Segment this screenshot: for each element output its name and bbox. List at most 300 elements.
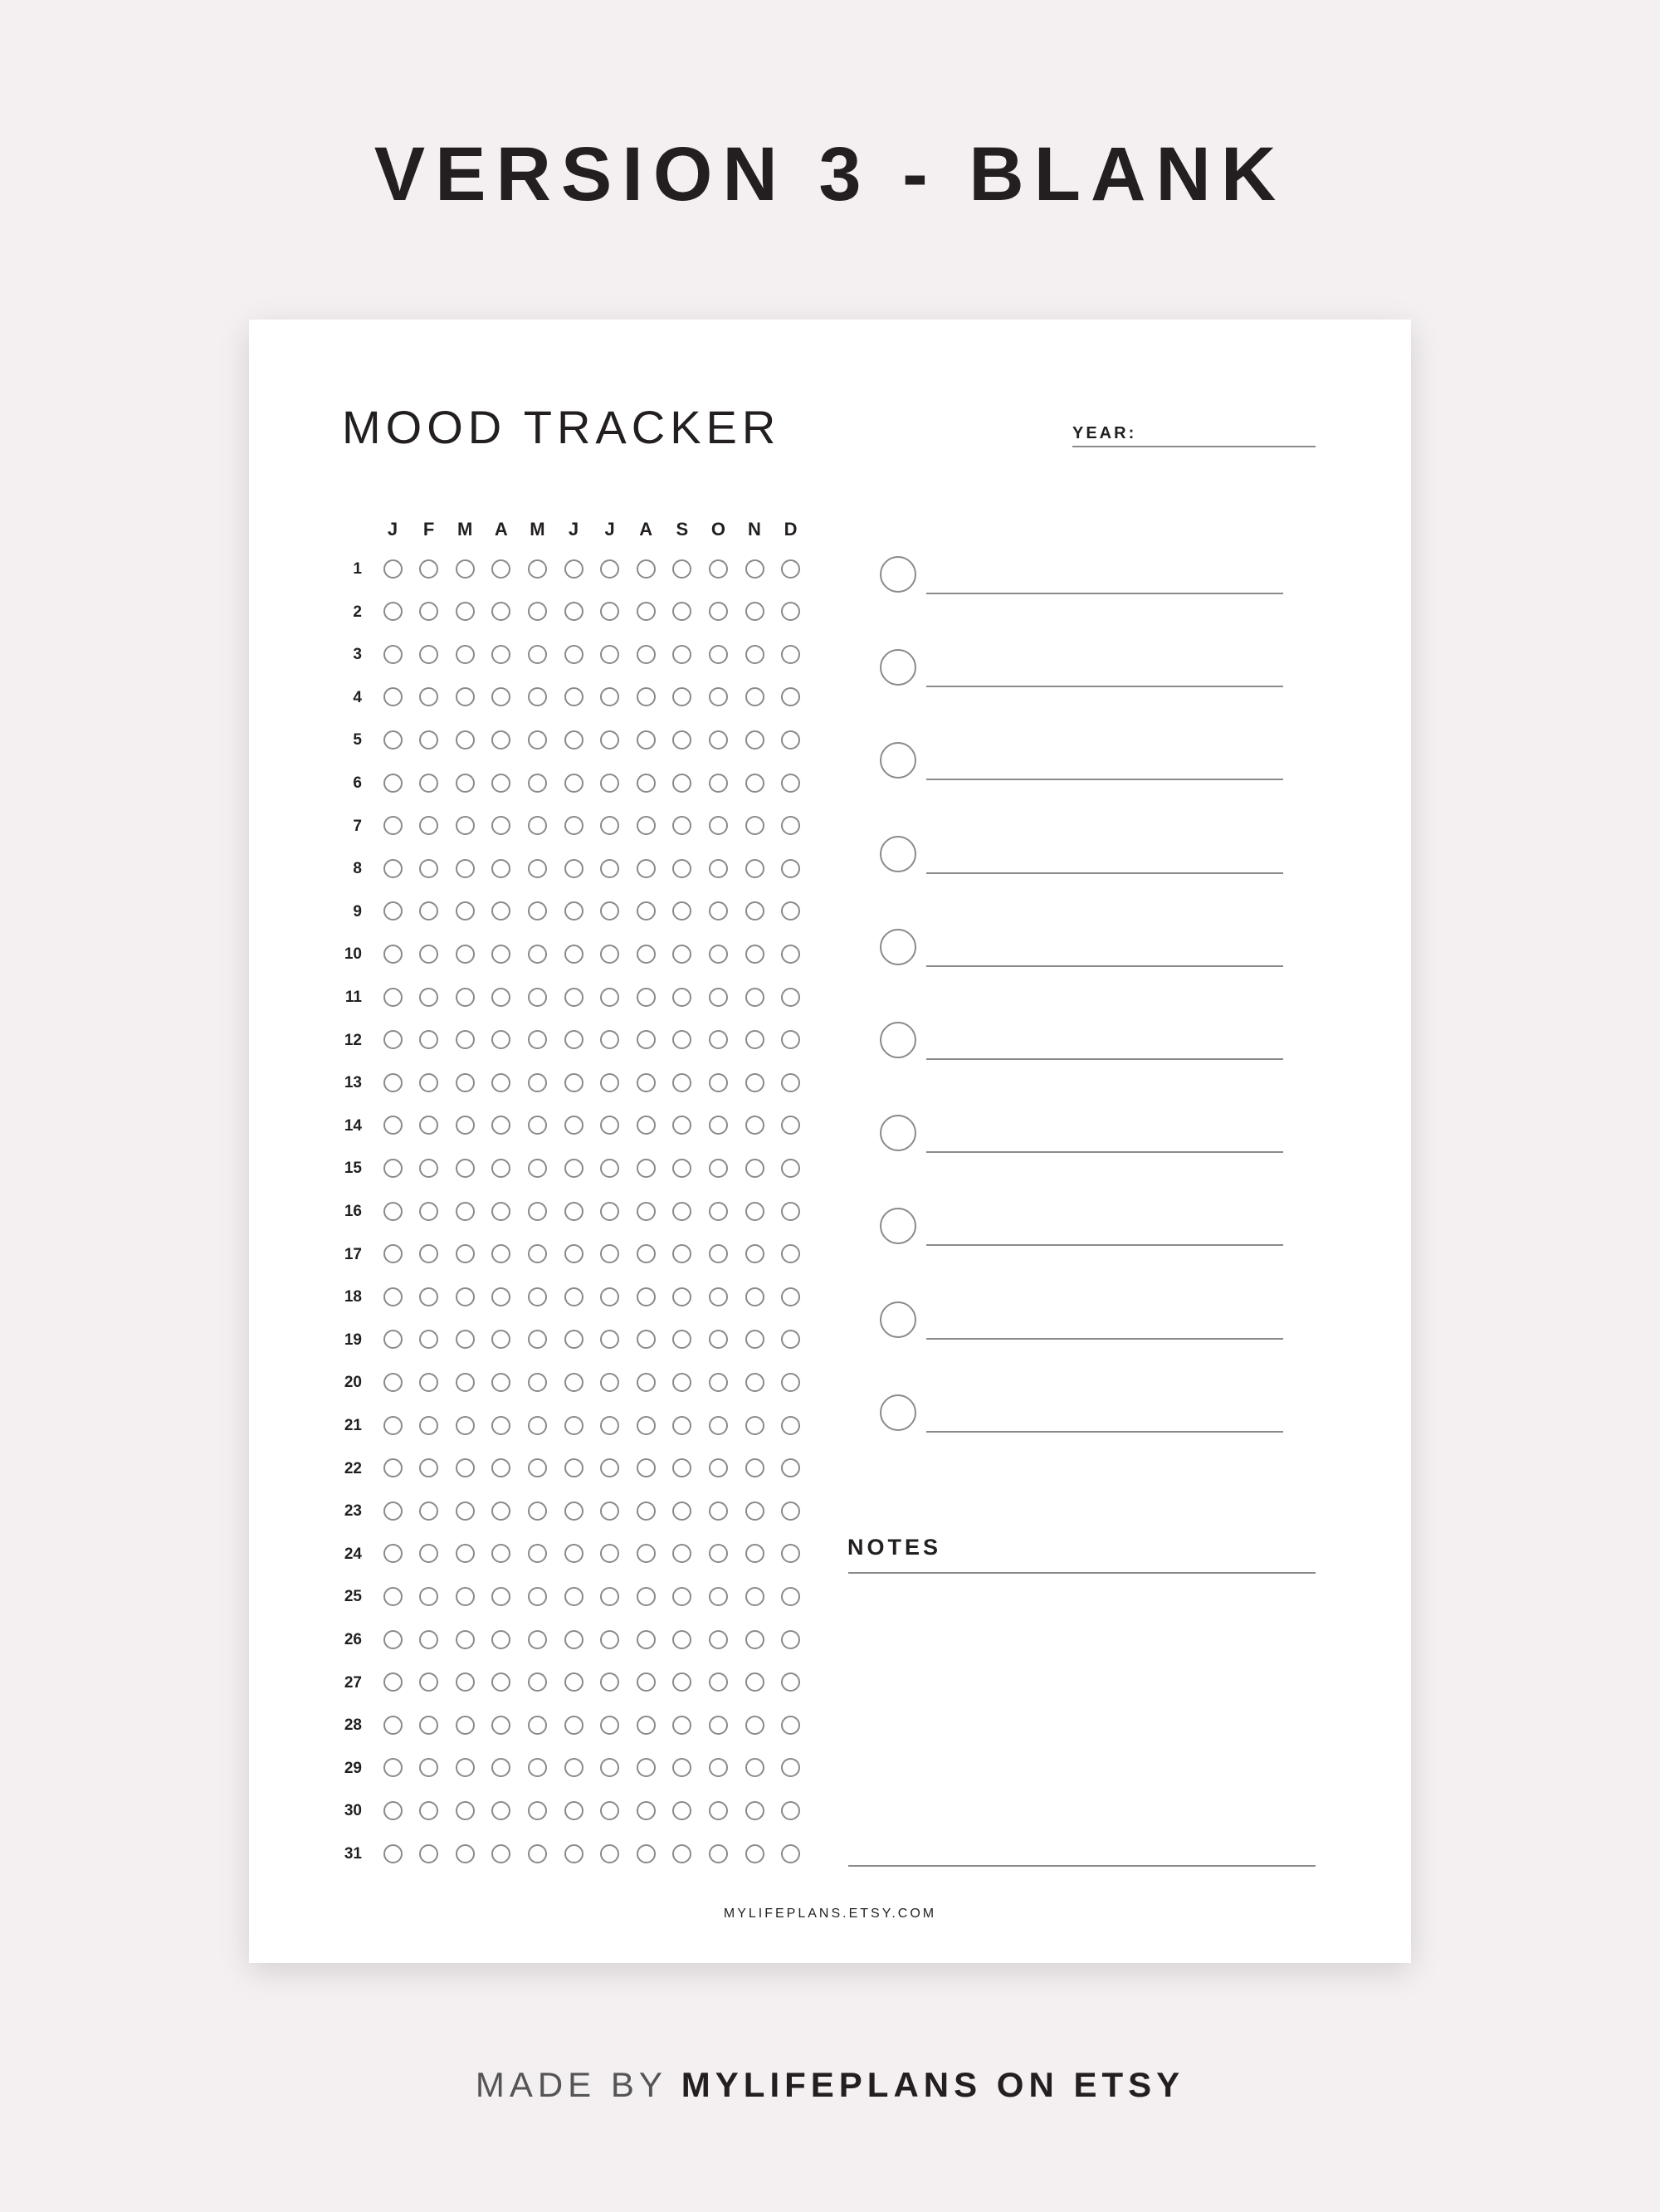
mood-cell[interactable] bbox=[564, 1159, 583, 1178]
mood-cell[interactable] bbox=[637, 1416, 656, 1435]
mood-cell[interactable] bbox=[383, 1630, 403, 1649]
mood-cell[interactable] bbox=[637, 1116, 656, 1135]
mood-cell[interactable] bbox=[745, 1159, 764, 1178]
mood-cell[interactable] bbox=[383, 945, 403, 964]
legend-color-circle[interactable] bbox=[880, 1115, 916, 1151]
mood-cell[interactable] bbox=[745, 1544, 764, 1563]
mood-cell[interactable] bbox=[419, 1030, 438, 1049]
mood-cell[interactable] bbox=[528, 1244, 547, 1263]
mood-cell[interactable] bbox=[745, 1458, 764, 1477]
mood-cell[interactable] bbox=[672, 1801, 691, 1820]
mood-cell[interactable] bbox=[528, 1801, 547, 1820]
mood-cell[interactable] bbox=[745, 945, 764, 964]
mood-cell[interactable] bbox=[491, 945, 510, 964]
mood-cell[interactable] bbox=[709, 1073, 728, 1092]
mood-cell[interactable] bbox=[709, 1458, 728, 1477]
mood-cell[interactable] bbox=[637, 1073, 656, 1092]
mood-cell[interactable] bbox=[745, 730, 764, 750]
mood-cell[interactable] bbox=[564, 559, 583, 579]
legend-label-line[interactable] bbox=[926, 1058, 1283, 1060]
legend-label-line[interactable] bbox=[926, 1244, 1283, 1246]
mood-cell[interactable] bbox=[419, 1758, 438, 1777]
mood-cell[interactable] bbox=[491, 1844, 510, 1863]
mood-cell[interactable] bbox=[419, 1116, 438, 1135]
mood-cell[interactable] bbox=[456, 1030, 475, 1049]
mood-cell[interactable] bbox=[709, 1801, 728, 1820]
mood-cell[interactable] bbox=[781, 1030, 800, 1049]
mood-cell[interactable] bbox=[491, 645, 510, 664]
mood-cell[interactable] bbox=[419, 1458, 438, 1477]
mood-cell[interactable] bbox=[528, 1502, 547, 1521]
mood-cell[interactable] bbox=[564, 602, 583, 621]
mood-cell[interactable] bbox=[383, 1544, 403, 1563]
mood-cell[interactable] bbox=[419, 1844, 438, 1863]
mood-cell[interactable] bbox=[564, 1716, 583, 1735]
mood-cell[interactable] bbox=[528, 559, 547, 579]
mood-cell[interactable] bbox=[419, 901, 438, 920]
mood-cell[interactable] bbox=[456, 1630, 475, 1649]
mood-cell[interactable] bbox=[456, 1587, 475, 1606]
mood-cell[interactable] bbox=[672, 1458, 691, 1477]
legend-color-circle[interactable] bbox=[880, 649, 916, 686]
mood-cell[interactable] bbox=[419, 1716, 438, 1735]
mood-cell[interactable] bbox=[781, 774, 800, 793]
mood-cell[interactable] bbox=[672, 1587, 691, 1606]
mood-cell[interactable] bbox=[456, 1202, 475, 1221]
mood-cell[interactable] bbox=[709, 1202, 728, 1221]
mood-cell[interactable] bbox=[672, 1544, 691, 1563]
legend-color-circle[interactable] bbox=[880, 836, 916, 872]
mood-cell[interactable] bbox=[709, 1416, 728, 1435]
legend-label-line[interactable] bbox=[926, 1151, 1283, 1153]
mood-cell[interactable] bbox=[564, 1073, 583, 1092]
mood-cell[interactable] bbox=[600, 988, 619, 1007]
mood-cell[interactable] bbox=[456, 645, 475, 664]
mood-cell[interactable] bbox=[781, 645, 800, 664]
mood-cell[interactable] bbox=[383, 1758, 403, 1777]
mood-cell[interactable] bbox=[637, 602, 656, 621]
mood-cell[interactable] bbox=[456, 1544, 475, 1563]
mood-cell[interactable] bbox=[383, 1716, 403, 1735]
mood-cell[interactable] bbox=[709, 645, 728, 664]
mood-cell[interactable] bbox=[600, 859, 619, 878]
mood-cell[interactable] bbox=[600, 602, 619, 621]
mood-cell[interactable] bbox=[456, 988, 475, 1007]
mood-cell[interactable] bbox=[528, 1287, 547, 1306]
mood-cell[interactable] bbox=[491, 1244, 510, 1263]
mood-cell[interactable] bbox=[672, 1073, 691, 1092]
mood-cell[interactable] bbox=[456, 1116, 475, 1135]
mood-cell[interactable] bbox=[419, 1159, 438, 1178]
mood-cell[interactable] bbox=[564, 1458, 583, 1477]
mood-cell[interactable] bbox=[419, 859, 438, 878]
mood-cell[interactable] bbox=[781, 1630, 800, 1649]
legend-color-circle[interactable] bbox=[880, 1301, 916, 1338]
legend-label-line[interactable] bbox=[926, 1338, 1283, 1340]
mood-cell[interactable] bbox=[456, 1244, 475, 1263]
mood-cell[interactable] bbox=[600, 1330, 619, 1349]
mood-cell[interactable] bbox=[781, 988, 800, 1007]
mood-cell[interactable] bbox=[600, 1716, 619, 1735]
mood-cell[interactable] bbox=[709, 1587, 728, 1606]
mood-cell[interactable] bbox=[419, 1502, 438, 1521]
mood-cell[interactable] bbox=[745, 1672, 764, 1692]
mood-cell[interactable] bbox=[600, 1672, 619, 1692]
mood-cell[interactable] bbox=[672, 1244, 691, 1263]
mood-cell[interactable] bbox=[600, 1844, 619, 1863]
mood-cell[interactable] bbox=[528, 774, 547, 793]
mood-cell[interactable] bbox=[564, 1030, 583, 1049]
mood-cell[interactable] bbox=[419, 1587, 438, 1606]
mood-cell[interactable] bbox=[672, 859, 691, 878]
mood-cell[interactable] bbox=[600, 559, 619, 579]
mood-cell[interactable] bbox=[491, 1416, 510, 1435]
mood-cell[interactable] bbox=[383, 1416, 403, 1435]
mood-cell[interactable] bbox=[637, 1716, 656, 1735]
mood-cell[interactable] bbox=[491, 1801, 510, 1820]
mood-cell[interactable] bbox=[672, 1416, 691, 1435]
mood-cell[interactable] bbox=[419, 1544, 438, 1563]
mood-cell[interactable] bbox=[491, 774, 510, 793]
mood-cell[interactable] bbox=[491, 1758, 510, 1777]
mood-cell[interactable] bbox=[745, 1330, 764, 1349]
legend-label-line[interactable] bbox=[926, 965, 1283, 967]
legend-label-line[interactable] bbox=[926, 872, 1283, 874]
mood-cell[interactable] bbox=[672, 1116, 691, 1135]
mood-cell[interactable] bbox=[781, 1672, 800, 1692]
legend-color-circle[interactable] bbox=[880, 556, 916, 593]
mood-cell[interactable] bbox=[383, 730, 403, 750]
mood-cell[interactable] bbox=[709, 1716, 728, 1735]
mood-cell[interactable] bbox=[709, 774, 728, 793]
mood-cell[interactable] bbox=[781, 945, 800, 964]
mood-cell[interactable] bbox=[600, 1458, 619, 1477]
mood-cell[interactable] bbox=[781, 1716, 800, 1735]
mood-cell[interactable] bbox=[383, 1587, 403, 1606]
mood-cell[interactable] bbox=[781, 687, 800, 706]
mood-cell[interactable] bbox=[672, 1287, 691, 1306]
mood-cell[interactable] bbox=[600, 645, 619, 664]
mood-cell[interactable] bbox=[383, 988, 403, 1007]
mood-cell[interactable] bbox=[491, 602, 510, 621]
mood-cell[interactable] bbox=[745, 645, 764, 664]
mood-cell[interactable] bbox=[419, 816, 438, 835]
mood-cell[interactable] bbox=[672, 1758, 691, 1777]
mood-cell[interactable] bbox=[600, 1502, 619, 1521]
mood-cell[interactable] bbox=[637, 1544, 656, 1563]
mood-cell[interactable] bbox=[491, 1330, 510, 1349]
mood-cell[interactable] bbox=[456, 730, 475, 750]
mood-cell[interactable] bbox=[781, 1458, 800, 1477]
mood-cell[interactable] bbox=[745, 1844, 764, 1863]
mood-cell[interactable] bbox=[528, 1844, 547, 1863]
mood-cell[interactable] bbox=[637, 774, 656, 793]
mood-cell[interactable] bbox=[491, 988, 510, 1007]
mood-cell[interactable] bbox=[781, 1544, 800, 1563]
mood-cell[interactable] bbox=[528, 1202, 547, 1221]
mood-cell[interactable] bbox=[491, 816, 510, 835]
mood-cell[interactable] bbox=[564, 1244, 583, 1263]
mood-cell[interactable] bbox=[419, 559, 438, 579]
mood-cell[interactable] bbox=[528, 1373, 547, 1392]
mood-cell[interactable] bbox=[456, 1502, 475, 1521]
mood-cell[interactable] bbox=[419, 1330, 438, 1349]
legend-color-circle[interactable] bbox=[880, 1394, 916, 1431]
mood-cell[interactable] bbox=[745, 559, 764, 579]
mood-cell[interactable] bbox=[781, 1116, 800, 1135]
mood-cell[interactable] bbox=[456, 1672, 475, 1692]
mood-cell[interactable] bbox=[419, 1373, 438, 1392]
mood-cell[interactable] bbox=[637, 901, 656, 920]
mood-cell[interactable] bbox=[709, 602, 728, 621]
mood-cell[interactable] bbox=[781, 1587, 800, 1606]
mood-cell[interactable] bbox=[600, 1416, 619, 1435]
mood-cell[interactable] bbox=[672, 901, 691, 920]
mood-cell[interactable] bbox=[745, 1587, 764, 1606]
mood-cell[interactable] bbox=[745, 988, 764, 1007]
mood-cell[interactable] bbox=[709, 1502, 728, 1521]
mood-cell[interactable] bbox=[383, 1159, 403, 1178]
mood-cell[interactable] bbox=[781, 1073, 800, 1092]
mood-cell[interactable] bbox=[528, 859, 547, 878]
mood-cell[interactable] bbox=[781, 901, 800, 920]
mood-cell[interactable] bbox=[456, 1801, 475, 1820]
mood-cell[interactable] bbox=[709, 559, 728, 579]
mood-cell[interactable] bbox=[637, 1030, 656, 1049]
mood-cell[interactable] bbox=[637, 1244, 656, 1263]
mood-cell[interactable] bbox=[491, 1630, 510, 1649]
mood-cell[interactable] bbox=[528, 1716, 547, 1735]
mood-cell[interactable] bbox=[672, 1330, 691, 1349]
mood-cell[interactable] bbox=[419, 1202, 438, 1221]
mood-cell[interactable] bbox=[419, 1672, 438, 1692]
mood-cell[interactable] bbox=[709, 1758, 728, 1777]
mood-cell[interactable] bbox=[781, 559, 800, 579]
mood-cell[interactable] bbox=[709, 859, 728, 878]
mood-cell[interactable] bbox=[456, 559, 475, 579]
mood-cell[interactable] bbox=[383, 1030, 403, 1049]
mood-cell[interactable] bbox=[637, 816, 656, 835]
mood-cell[interactable] bbox=[637, 1373, 656, 1392]
mood-cell[interactable] bbox=[528, 1630, 547, 1649]
mood-cell[interactable] bbox=[383, 1458, 403, 1477]
mood-cell[interactable] bbox=[528, 602, 547, 621]
mood-cell[interactable] bbox=[528, 687, 547, 706]
mood-cell[interactable] bbox=[456, 1159, 475, 1178]
mood-cell[interactable] bbox=[600, 730, 619, 750]
mood-cell[interactable] bbox=[564, 1544, 583, 1563]
mood-cell[interactable] bbox=[564, 645, 583, 664]
mood-cell[interactable] bbox=[781, 602, 800, 621]
mood-cell[interactable] bbox=[383, 1244, 403, 1263]
mood-cell[interactable] bbox=[745, 1287, 764, 1306]
mood-cell[interactable] bbox=[637, 1502, 656, 1521]
mood-cell[interactable] bbox=[709, 1844, 728, 1863]
mood-cell[interactable] bbox=[419, 602, 438, 621]
mood-cell[interactable] bbox=[564, 1416, 583, 1435]
mood-cell[interactable] bbox=[781, 1373, 800, 1392]
mood-cell[interactable] bbox=[672, 1202, 691, 1221]
mood-cell[interactable] bbox=[383, 1502, 403, 1521]
mood-cell[interactable] bbox=[709, 1287, 728, 1306]
mood-cell[interactable] bbox=[600, 1073, 619, 1092]
mood-cell[interactable] bbox=[564, 774, 583, 793]
mood-cell[interactable] bbox=[383, 1672, 403, 1692]
mood-cell[interactable] bbox=[456, 945, 475, 964]
mood-cell[interactable] bbox=[745, 1801, 764, 1820]
mood-cell[interactable] bbox=[456, 1458, 475, 1477]
mood-cell[interactable] bbox=[564, 1330, 583, 1349]
legend-color-circle[interactable] bbox=[880, 1022, 916, 1058]
year-input-line[interactable] bbox=[1072, 446, 1316, 447]
mood-cell[interactable] bbox=[745, 1244, 764, 1263]
mood-cell[interactable] bbox=[564, 1502, 583, 1521]
mood-cell[interactable] bbox=[528, 945, 547, 964]
mood-cell[interactable] bbox=[637, 1844, 656, 1863]
mood-cell[interactable] bbox=[781, 1502, 800, 1521]
mood-cell[interactable] bbox=[745, 1116, 764, 1135]
mood-cell[interactable] bbox=[491, 559, 510, 579]
mood-cell[interactable] bbox=[491, 1373, 510, 1392]
mood-cell[interactable] bbox=[383, 901, 403, 920]
mood-cell[interactable] bbox=[709, 730, 728, 750]
mood-cell[interactable] bbox=[637, 1287, 656, 1306]
mood-cell[interactable] bbox=[419, 645, 438, 664]
mood-cell[interactable] bbox=[637, 1801, 656, 1820]
mood-cell[interactable] bbox=[456, 1416, 475, 1435]
legend-label-line[interactable] bbox=[926, 593, 1283, 594]
mood-cell[interactable] bbox=[672, 559, 691, 579]
mood-cell[interactable] bbox=[528, 1030, 547, 1049]
mood-cell[interactable] bbox=[564, 1116, 583, 1135]
mood-cell[interactable] bbox=[781, 816, 800, 835]
mood-cell[interactable] bbox=[709, 901, 728, 920]
mood-cell[interactable] bbox=[709, 1244, 728, 1263]
mood-cell[interactable] bbox=[564, 1630, 583, 1649]
mood-cell[interactable] bbox=[709, 945, 728, 964]
mood-cell[interactable] bbox=[709, 1544, 728, 1563]
mood-cell[interactable] bbox=[709, 687, 728, 706]
mood-cell[interactable] bbox=[781, 859, 800, 878]
mood-cell[interactable] bbox=[564, 859, 583, 878]
mood-cell[interactable] bbox=[781, 1330, 800, 1349]
mood-cell[interactable] bbox=[637, 645, 656, 664]
mood-cell[interactable] bbox=[637, 859, 656, 878]
mood-cell[interactable] bbox=[456, 1330, 475, 1349]
mood-cell[interactable] bbox=[637, 559, 656, 579]
mood-cell[interactable] bbox=[600, 1630, 619, 1649]
mood-cell[interactable] bbox=[383, 1373, 403, 1392]
mood-cell[interactable] bbox=[600, 1587, 619, 1606]
mood-cell[interactable] bbox=[491, 1544, 510, 1563]
mood-cell[interactable] bbox=[564, 730, 583, 750]
mood-cell[interactable] bbox=[600, 1244, 619, 1263]
mood-cell[interactable] bbox=[491, 1587, 510, 1606]
mood-cell[interactable] bbox=[528, 645, 547, 664]
mood-cell[interactable] bbox=[709, 1373, 728, 1392]
mood-cell[interactable] bbox=[672, 1030, 691, 1049]
mood-cell[interactable] bbox=[528, 901, 547, 920]
mood-cell[interactable] bbox=[672, 945, 691, 964]
mood-cell[interactable] bbox=[419, 1244, 438, 1263]
mood-cell[interactable] bbox=[781, 1758, 800, 1777]
mood-cell[interactable] bbox=[383, 1073, 403, 1092]
mood-cell[interactable] bbox=[456, 1758, 475, 1777]
mood-cell[interactable] bbox=[456, 1287, 475, 1306]
mood-cell[interactable] bbox=[528, 1073, 547, 1092]
mood-cell[interactable] bbox=[491, 859, 510, 878]
legend-color-circle[interactable] bbox=[880, 1208, 916, 1244]
mood-cell[interactable] bbox=[781, 1287, 800, 1306]
mood-cell[interactable] bbox=[419, 774, 438, 793]
mood-cell[interactable] bbox=[456, 774, 475, 793]
mood-cell[interactable] bbox=[600, 1758, 619, 1777]
mood-cell[interactable] bbox=[709, 988, 728, 1007]
mood-cell[interactable] bbox=[491, 1030, 510, 1049]
mood-cell[interactable] bbox=[419, 945, 438, 964]
mood-cell[interactable] bbox=[781, 1801, 800, 1820]
mood-cell[interactable] bbox=[781, 1159, 800, 1178]
mood-cell[interactable] bbox=[419, 988, 438, 1007]
mood-cell[interactable] bbox=[709, 1330, 728, 1349]
mood-cell[interactable] bbox=[637, 945, 656, 964]
mood-cell[interactable] bbox=[745, 901, 764, 920]
mood-cell[interactable] bbox=[709, 1030, 728, 1049]
mood-cell[interactable] bbox=[600, 1116, 619, 1135]
mood-cell[interactable] bbox=[672, 1630, 691, 1649]
mood-cell[interactable] bbox=[528, 1416, 547, 1435]
mood-cell[interactable] bbox=[745, 1716, 764, 1735]
mood-cell[interactable] bbox=[672, 1672, 691, 1692]
mood-cell[interactable] bbox=[745, 1502, 764, 1521]
mood-cell[interactable] bbox=[637, 1630, 656, 1649]
mood-cell[interactable] bbox=[456, 901, 475, 920]
mood-cell[interactable] bbox=[709, 1159, 728, 1178]
mood-cell[interactable] bbox=[745, 1758, 764, 1777]
mood-cell[interactable] bbox=[564, 1202, 583, 1221]
mood-cell[interactable] bbox=[491, 1159, 510, 1178]
mood-cell[interactable] bbox=[491, 1287, 510, 1306]
mood-cell[interactable] bbox=[564, 816, 583, 835]
mood-cell[interactable] bbox=[383, 1801, 403, 1820]
mood-cell[interactable] bbox=[781, 1244, 800, 1263]
mood-cell[interactable] bbox=[672, 1159, 691, 1178]
mood-cell[interactable] bbox=[528, 1159, 547, 1178]
mood-cell[interactable] bbox=[564, 1672, 583, 1692]
mood-cell[interactable] bbox=[383, 687, 403, 706]
mood-cell[interactable] bbox=[672, 988, 691, 1007]
mood-cell[interactable] bbox=[528, 1116, 547, 1135]
mood-cell[interactable] bbox=[709, 816, 728, 835]
mood-cell[interactable] bbox=[491, 1458, 510, 1477]
mood-cell[interactable] bbox=[383, 1116, 403, 1135]
mood-cell[interactable] bbox=[745, 602, 764, 621]
mood-cell[interactable] bbox=[745, 816, 764, 835]
mood-cell[interactable] bbox=[564, 1801, 583, 1820]
mood-cell[interactable] bbox=[564, 945, 583, 964]
mood-cell[interactable] bbox=[528, 1544, 547, 1563]
mood-cell[interactable] bbox=[491, 1672, 510, 1692]
mood-cell[interactable] bbox=[528, 816, 547, 835]
mood-cell[interactable] bbox=[781, 1844, 800, 1863]
mood-cell[interactable] bbox=[491, 1116, 510, 1135]
mood-cell[interactable] bbox=[456, 816, 475, 835]
mood-cell[interactable] bbox=[419, 1287, 438, 1306]
mood-cell[interactable] bbox=[672, 645, 691, 664]
mood-cell[interactable] bbox=[637, 1587, 656, 1606]
mood-cell[interactable] bbox=[528, 730, 547, 750]
mood-cell[interactable] bbox=[600, 1801, 619, 1820]
